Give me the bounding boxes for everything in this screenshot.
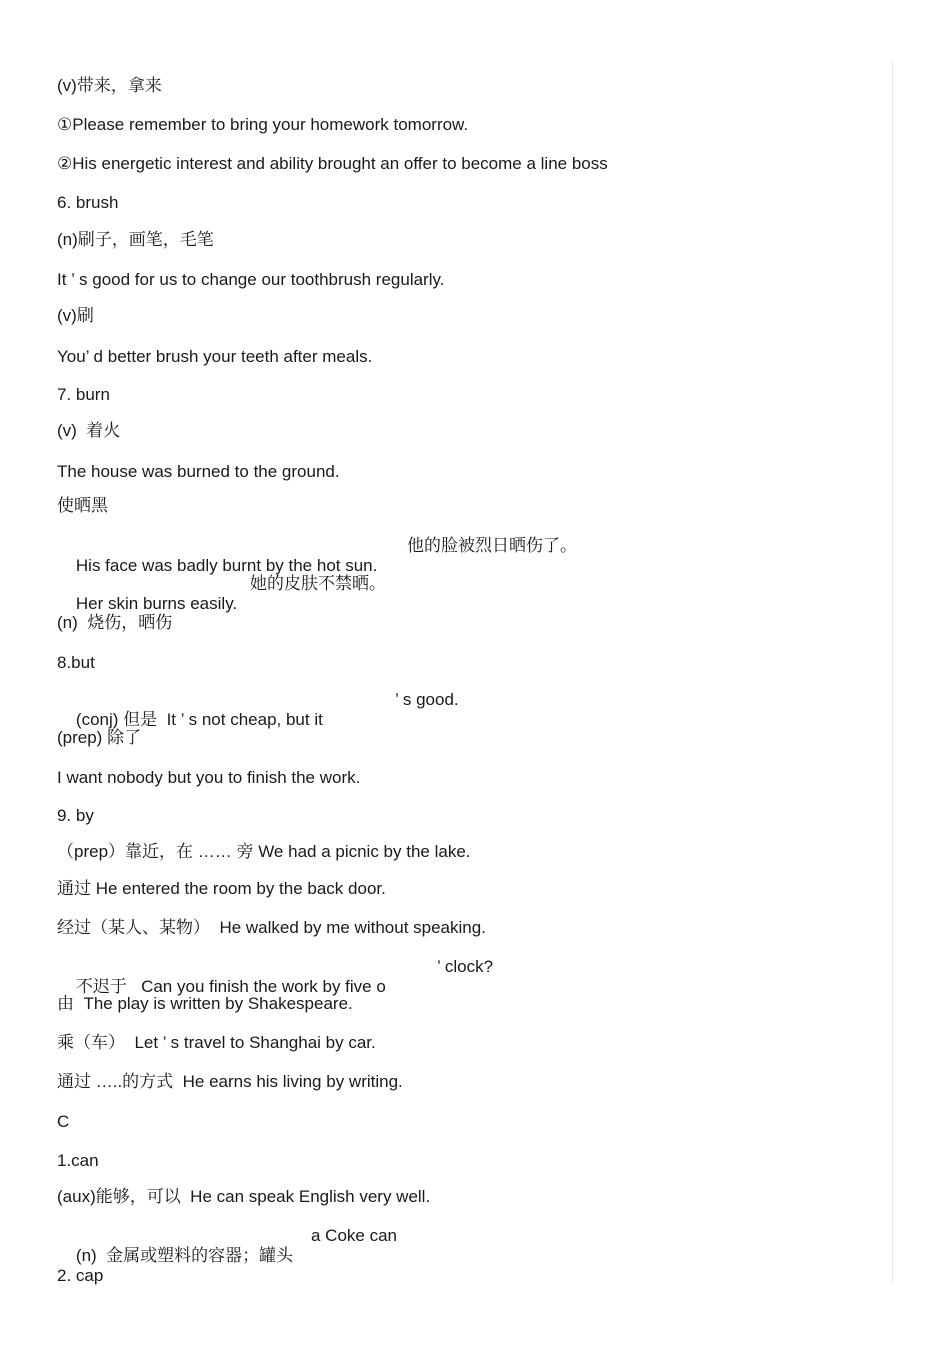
text-line: (v)刷 [57,306,94,325]
text-line: 8.but [57,653,95,672]
text-line: It ’ s good for us to change our toothbrush regularly. [57,270,445,289]
text-line: I want nobody but you to finish the work. [57,768,361,787]
text-line: 使晒黑 [57,496,108,515]
text-line: 通过 …..的方式 He earns his living by writing. [57,1072,403,1091]
english-sentence: His face was badly burnt by the hot sun. [75,556,378,575]
text-segment: (n) 金属或塑料的容器；罐头 [75,1246,294,1265]
text-line: (v) 着火 [57,421,121,440]
text-line: 9. by [57,806,94,825]
text-line: （prep）靠近，在 …… 旁 We had a picnic by the lake. [57,842,471,861]
text-line: (prep) 除了 [57,728,142,747]
chinese-translation: 他的脸被烈日晒伤了。 [407,536,577,555]
text-line: 由 The play is written by Shakespeare. [57,994,353,1013]
text-line: ①Please remember to bring your homework tomorrow. [57,115,469,134]
text-line: (v)带来，拿来 [57,76,162,95]
text-segment: 不迟于 Can you finish the work by five o [75,977,386,996]
text-line: 经过（某人、某物） He walked by me without speaking. [57,918,486,937]
text-segment: (conj) 但是 It ’ s not cheap, but it [75,710,323,729]
text-line: 1.can [57,1151,99,1170]
text-line: (n) 烧伤，晒伤 [57,613,173,632]
text-line: (n)刷子，画笔，毛笔 [57,230,214,249]
text-line: ②His energetic interest and ability brought an offer to become a line boss [57,154,608,173]
text-segment-tail: a Coke can [311,1226,397,1245]
text-line: (aux)能够，可以 He can speak English very well. [57,1187,431,1206]
text-line: 7. burn [57,385,110,404]
text-segment-tail: ’ clock? [437,957,494,976]
text-line: 通过 He entered the room by the back door. [57,879,386,898]
text-line: 6. brush [57,193,119,212]
text-line: You’ d better brush your teeth after meals. [57,347,373,366]
english-sentence: Her skin burns easily. [75,594,238,613]
text-line: 2. cap [57,1266,104,1285]
text-line: The house was burned to the ground. [57,462,340,481]
chinese-translation: 她的皮肤不禁晒。 [250,574,386,593]
section-letter: C [57,1112,70,1131]
page-edge-divider [892,62,893,1282]
text-line: 乘（车） Let ’ s travel to Shanghai by car. [57,1033,376,1052]
text-segment-tail: ’ s good. [395,690,459,709]
